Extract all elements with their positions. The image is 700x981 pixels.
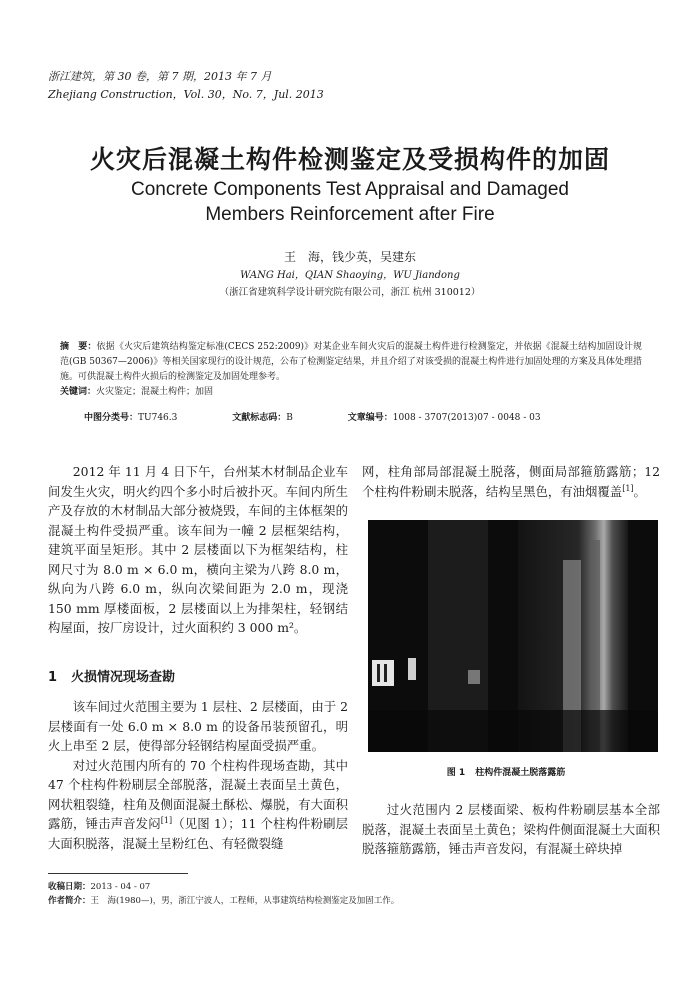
received-label: 收稿日期： [48, 882, 91, 892]
section-number: 1 [48, 670, 58, 685]
doc-code-value: B [286, 413, 293, 423]
keywords-label: 关键词： [60, 387, 97, 397]
abstract-block [60, 340, 642, 400]
author-bio-label: 作者简介： [48, 896, 91, 906]
paper-title-en-line1: Concrete Components Test Appraisal and Damaged [131, 179, 569, 200]
article-no-value: 1008 - 3707(2013)07 - 0048 - 03 [392, 413, 541, 423]
footnote-divider [48, 873, 188, 874]
body-right-top [362, 462, 660, 501]
abstract-text: 依据《火灾后建筑结构鉴定标准(CECS 252:2009)》对某企业车间火灾后的混凝土构件进行检测鉴定，并依据《混凝土结构加固设计规范(GB 50367—2006)》等相关国家现行的设计规范，公布了检测鉴定结果，并且介绍了对该受损的混凝土构件进行加固处理的方案及具体处理措施。可供混凝土构件火损后的检测鉴定及加固处理参考。 [60, 342, 642, 382]
figure-1-caption [362, 765, 660, 778]
clc-label: 中图分类号： [84, 413, 139, 423]
abstract-paragraph [60, 340, 642, 385]
fire-damaged-column-image [368, 520, 658, 752]
body-left-bottom [48, 697, 348, 853]
clc-value: TU746.3 [138, 413, 178, 423]
authors-en: WANG Hai，QIAN Shaoying，WU Jiandong [240, 270, 460, 281]
figure-1-photo [368, 520, 658, 752]
doc-code-field [232, 413, 319, 423]
received-value: 2013 - 04 - 07 [90, 882, 151, 892]
authors-zh: 王 海，钱少英，吴建东 [283, 250, 416, 264]
figure-caption-text: 柱构件混凝土脱落露筋 [475, 768, 566, 778]
clc-field [84, 413, 203, 423]
keywords-text: 火灾鉴定；混凝土构件；加固 [96, 387, 214, 397]
paragraph-4: 过火范围内 2 层楼面梁、板构件粉刷层基本全部脱落，混凝土表面呈土黄色；梁构件侧面混凝土大面积脱落箍筋露筋，锤击声音发闷，有混凝土碎块掉 [362, 802, 660, 856]
article-no-label: 文章编号： [347, 413, 393, 423]
figure-label: 图 1 [446, 768, 466, 778]
author-bio [48, 894, 399, 906]
paper-title-en-line2: Members Reinforcement after Fire [205, 204, 495, 225]
paper-title-zh: 火灾后混凝土构件检测鉴定及受损构件的加固 [89, 145, 610, 174]
paragraph-3-text-b: （见图 1）；11 个柱构件粉刷层大面积脱落，混凝土呈粉红色、有轻微裂缝 [48, 816, 349, 851]
doc-code-label: 文献标志码： [232, 413, 287, 423]
abstract-label: 摘 要： [60, 342, 97, 352]
article-no-field [348, 413, 567, 423]
intro-paragraph: 2012 年 11 月 4 日下午，台州某木材制品企业车间发生火灾，明火约四个多小时后被扑灭。车间内所生产及存放的木材制品大部分被烧毁，车间的主体框架的混凝土构件受损严重。该车间为一幢 2 层框架结构，建筑平面呈矩形。其中 2 层楼面以下为框架结构，柱网尺寸为 8.0 m × 6.0 m，横向主梁为八跨 8.0 m，纵向为八跨 6.0 m，纵向次梁间距为 2.0 m，现浇 150 mm 厚楼面板，2 层楼面以上为排架柱，轻钢结构屋面，按厂房设计，过火面积约 3 000 m²。 [48, 464, 348, 635]
paragraph-3-text-a: 对过火范围内所有的 70 个柱构件现场查勘，其中 47 个柱构件粉刷层全部脱落，混凝土表面呈土黄色，网状粗裂缝，柱角及侧面混凝土酥松、爆脱，有大面积露筋，锤击声音发闷 [48, 757, 348, 831]
body-left-top [48, 462, 348, 638]
journal-header-zh: 浙江建筑，第 30 卷，第 7 期，2013 年 7 月 [48, 70, 272, 83]
body-right-bottom [362, 800, 660, 859]
classification-line [84, 410, 593, 423]
paragraph-3-continued [362, 462, 660, 501]
citation-ref: [1] [622, 483, 634, 493]
keywords-line [60, 385, 642, 400]
author-bio-text: 王 海(1980—)，男，浙江宁波人，工程师，从事建筑结构检测鉴定及加固工作。 [90, 896, 400, 906]
section-1-heading [48, 666, 175, 685]
journal-header-en: Zhejiang Construction，Vol. 30，No. 7，Jul. 2013 [48, 88, 324, 101]
section-title: 火损情况现场查勘 [71, 670, 176, 685]
continued-text-a: 网，柱角部局部混凝土脱落，侧面局部箍筋露筋；12 个柱构件粉刷未脱落，结构呈黑色，有油烟覆盖 [362, 464, 660, 499]
citation-ref: [1] [160, 815, 173, 825]
continued-text-b: 。 [633, 483, 646, 499]
affiliation: （浙江省建筑科学设计研究院有限公司，浙江 杭州 310012） [219, 287, 481, 298]
received-date [48, 880, 150, 892]
paragraph-2: 该车间过火范围主要为 1 层柱、2 层楼面，由于 2 层楼面有一处 6.0 m × 8.0 m 的设备吊装预留孔，明火上串至 2 层，使得部分轻钢结构屋面受损严重。 [48, 699, 348, 753]
paragraph-3 [48, 756, 348, 854]
